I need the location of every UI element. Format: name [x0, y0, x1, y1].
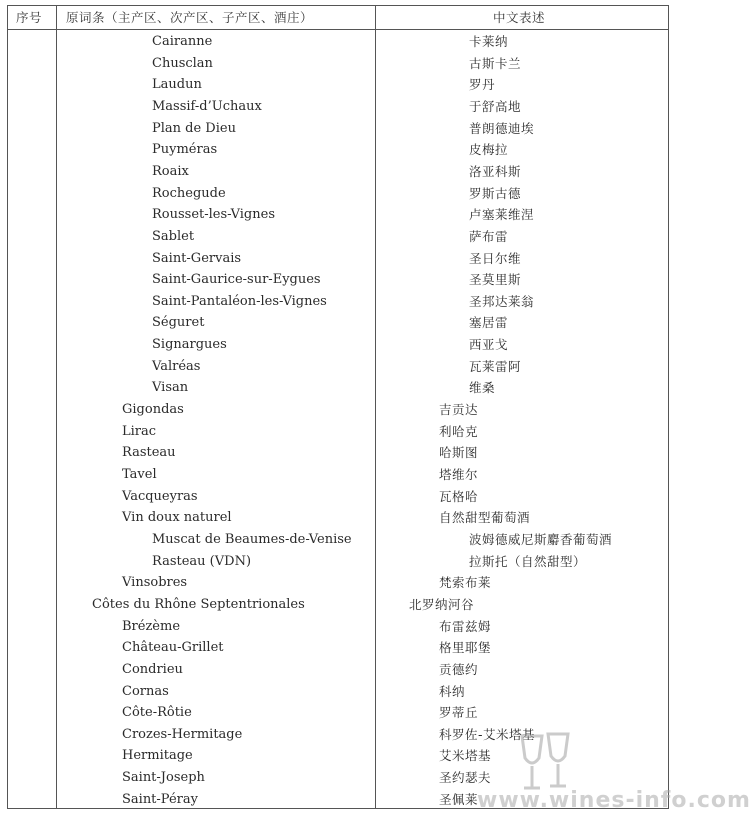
chinese-cell: 瓦格哈	[439, 489, 479, 504]
chinese-cell: 罗斯古德	[469, 186, 522, 201]
term-cell: Plan de Dieu	[152, 121, 236, 136]
chinese-cell: 吉贡达	[439, 402, 479, 417]
chinese-cell: 圣日尔维	[469, 251, 522, 266]
term-cell: Visan	[152, 380, 189, 395]
term-cell: Lirac	[122, 424, 157, 439]
term-cell: Puyméras	[152, 142, 218, 157]
chinese-cell: 古斯卡兰	[469, 56, 522, 71]
term-cell: Rousset-les-Vignes	[152, 207, 275, 222]
chinese-cell: 梵索布莱	[439, 575, 492, 590]
term-cell: Valréas	[152, 359, 201, 374]
chinese-cell: 拉斯托（自然甜型）	[469, 554, 587, 569]
term-cell: Condrieu	[122, 662, 183, 677]
term-cell: Saint-Gervais	[152, 251, 242, 266]
glossary-table	[7, 5, 669, 809]
chinese-cell: 西亚戈	[469, 337, 509, 352]
table-top-rule	[8, 5, 668, 6]
column-divider-2	[375, 5, 376, 809]
term-cell: Crozes-Hermitage	[122, 727, 243, 742]
chinese-cell: 罗丹	[469, 77, 496, 92]
term-cell: Saint-Péray	[122, 792, 198, 807]
term-cell: Cairanne	[152, 34, 213, 49]
term-cell: Hermitage	[122, 748, 193, 763]
chinese-cell: 于舒高地	[469, 99, 522, 114]
chinese-cell: 塔维尔	[439, 467, 479, 482]
chinese-cell: 布雷兹姆	[439, 619, 492, 634]
chinese-cell: 艾米塔基	[439, 748, 492, 763]
header-bottom-rule	[8, 29, 668, 30]
chinese-cell: 圣佩莱	[439, 792, 479, 807]
term-cell: Vin doux naturel	[122, 510, 232, 525]
term-cell: Saint-Joseph	[122, 770, 205, 785]
term-cell: Côte-Rôtie	[122, 705, 192, 720]
header-col-cn: 中文表述	[493, 10, 546, 25]
term-cell: Tavel	[122, 467, 157, 482]
chinese-cell: 科纳	[439, 684, 466, 699]
term-cell: Vacqueyras	[122, 489, 198, 504]
column-divider-1	[56, 5, 57, 809]
term-cell: Rasteau	[122, 445, 176, 460]
term-cell: Signargues	[152, 337, 227, 352]
chinese-cell: 自然甜型葡萄酒	[439, 510, 531, 525]
term-cell: Muscat de Beaumes-de-Venise	[152, 532, 352, 547]
chinese-cell: 科罗佐-艾米塔基	[439, 727, 536, 742]
chinese-cell: 格里耶堡	[439, 640, 492, 655]
term-cell: Massif-d’Uchaux	[152, 99, 262, 114]
chinese-cell: 罗蒂丘	[439, 705, 479, 720]
term-cell: Rochegude	[152, 186, 226, 201]
chinese-cell: 圣莫里斯	[469, 272, 522, 287]
chinese-cell: 圣邦达莱翁	[469, 294, 535, 309]
chinese-cell: 圣约瑟夫	[439, 770, 492, 785]
chinese-cell: 波姆德威尼斯麝香葡萄酒	[469, 532, 613, 547]
chinese-cell: 贡德约	[439, 662, 479, 677]
watermark-text: www.wines-info.com	[477, 788, 751, 813]
chinese-cell: 利哈克	[439, 424, 479, 439]
term-cell: Château-Grillet	[122, 640, 224, 655]
chinese-cell: 瓦莱雷阿	[469, 359, 522, 374]
term-cell: Laudun	[152, 77, 202, 92]
chinese-cell: 维桑	[469, 380, 496, 395]
chinese-cell: 洛亚科斯	[469, 164, 522, 179]
chinese-cell: 北罗纳河谷	[409, 597, 475, 612]
term-cell: Gigondas	[122, 402, 184, 417]
term-cell: Séguret	[152, 315, 205, 330]
header-col-no: 序号	[16, 10, 43, 25]
header-col-term: 原词条（主产区、次产区、子产区、酒庄）	[66, 10, 314, 25]
chinese-cell: 卡莱纳	[469, 34, 509, 49]
term-cell: Brézème	[122, 619, 181, 634]
chinese-cell: 哈斯图	[439, 445, 479, 460]
chinese-cell: 卢塞莱维涅	[469, 207, 535, 222]
term-cell: Saint-Gaurice-sur-Eygues	[152, 272, 321, 287]
term-cell: Roaix	[152, 164, 189, 179]
chinese-cell: 萨布雷	[469, 229, 509, 244]
term-cell: Côtes du Rhône Septentrionales	[92, 597, 305, 612]
term-cell: Saint-Pantaléon-les-Vignes	[152, 294, 327, 309]
term-cell: Rasteau (VDN)	[152, 554, 252, 569]
chinese-cell: 普朗德迪埃	[469, 121, 535, 136]
chinese-cell: 皮梅拉	[469, 142, 509, 157]
term-cell: Chusclan	[152, 56, 213, 71]
term-cell: Cornas	[122, 684, 169, 699]
chinese-cell: 塞居雷	[469, 315, 509, 330]
term-cell: Sablet	[152, 229, 195, 244]
term-cell: Vinsobres	[122, 575, 188, 590]
